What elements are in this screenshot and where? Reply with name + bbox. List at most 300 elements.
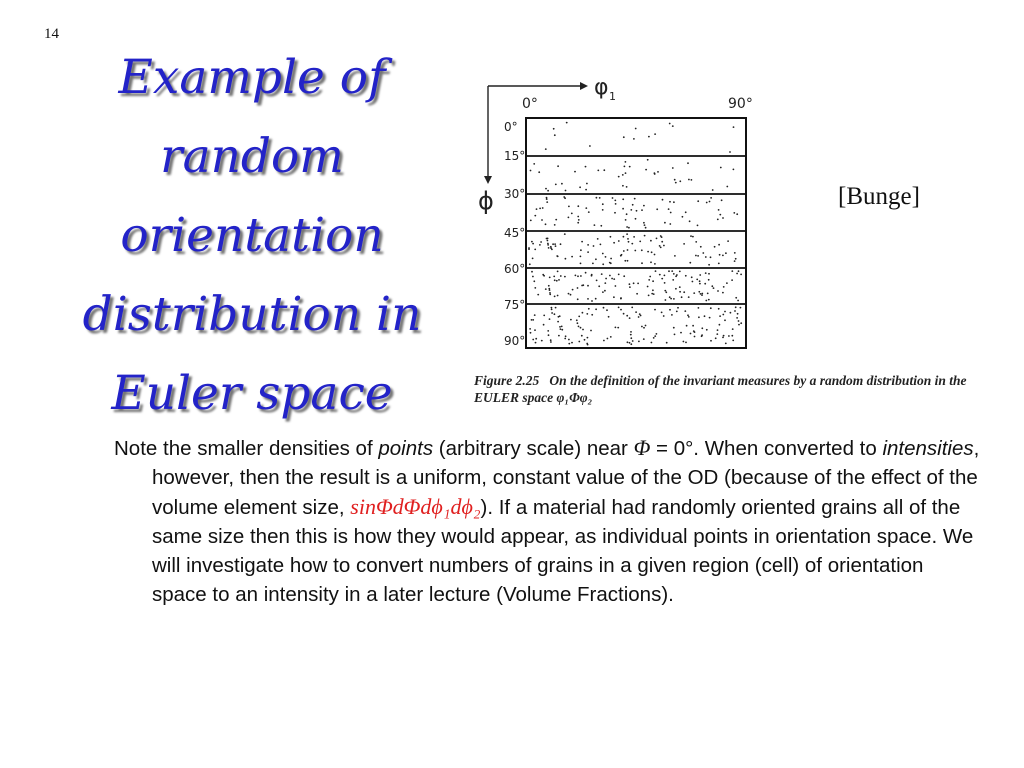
orientation-point xyxy=(561,183,563,185)
orientation-point xyxy=(659,245,661,247)
orientation-point xyxy=(653,337,655,339)
orientation-point xyxy=(565,335,567,337)
title-line: random xyxy=(160,129,344,184)
orientation-point xyxy=(734,260,736,262)
orientation-point xyxy=(630,337,632,339)
orientation-point xyxy=(565,258,567,260)
orientation-point xyxy=(731,335,733,337)
orientation-point xyxy=(536,208,538,210)
orientation-point xyxy=(545,223,547,225)
orientation-point xyxy=(643,222,645,224)
orientation-point xyxy=(531,319,533,321)
orientation-point xyxy=(645,325,647,327)
orientation-point xyxy=(724,319,726,321)
orientation-point xyxy=(591,314,593,316)
orientation-point xyxy=(712,189,714,191)
orientation-point xyxy=(706,329,708,331)
orientation-point xyxy=(688,179,690,181)
orientation-point xyxy=(718,308,720,310)
orientation-point xyxy=(669,309,671,311)
orientation-point xyxy=(534,329,536,331)
orientation-point xyxy=(595,258,597,260)
citation: [Bunge] xyxy=(838,183,920,210)
orientation-point xyxy=(663,245,665,247)
y-tick-label: 75° xyxy=(504,298,526,312)
orientation-point xyxy=(580,256,582,258)
orientation-point xyxy=(571,256,573,258)
orientation-point xyxy=(564,276,566,278)
orientation-point xyxy=(685,342,687,344)
orientation-point xyxy=(629,166,631,168)
orientation-point xyxy=(627,238,629,240)
orientation-point xyxy=(697,225,699,227)
orientation-point xyxy=(549,294,551,296)
orientation-point xyxy=(604,282,606,284)
orientation-point xyxy=(670,298,672,300)
orientation-point xyxy=(609,262,611,264)
orientation-point xyxy=(736,273,738,275)
orientation-point xyxy=(577,322,579,324)
orientation-point xyxy=(577,205,579,207)
orientation-point xyxy=(591,275,593,277)
orientation-point xyxy=(546,238,548,240)
orientation-point xyxy=(732,328,734,330)
orientation-point xyxy=(676,274,678,276)
orientation-point xyxy=(603,307,605,309)
orientation-point xyxy=(625,219,627,221)
orientation-point xyxy=(664,222,666,224)
orientation-point xyxy=(571,342,573,344)
axis-x-label: φ xyxy=(594,75,609,100)
orientation-point xyxy=(540,241,542,243)
orientation-point xyxy=(686,325,688,327)
orientation-point xyxy=(625,172,627,174)
orientation-point xyxy=(543,315,545,317)
orientation-point xyxy=(568,217,570,219)
orientation-point xyxy=(589,145,591,147)
orientation-point xyxy=(635,218,637,220)
orientation-point xyxy=(718,209,720,211)
orientation-point xyxy=(724,311,726,313)
title-line: distribution in xyxy=(82,287,422,342)
orientation-point xyxy=(558,279,560,281)
orientation-point xyxy=(592,263,594,265)
orientation-point xyxy=(547,190,549,192)
orientation-point xyxy=(605,278,607,280)
body-text-segment: , however, then the result is a uniform, constant value of the OD (because of the effect of the volume element size, xyxy=(152,437,980,519)
body-text-segment: = 0°. When converted to xyxy=(650,437,883,460)
orientation-point xyxy=(537,294,539,296)
orientation-point xyxy=(726,282,728,284)
orientation-point xyxy=(688,316,690,318)
orientation-point xyxy=(641,249,643,251)
orientation-point xyxy=(717,219,719,221)
orientation-point xyxy=(624,166,626,168)
orientation-point xyxy=(719,214,721,216)
orientation-point xyxy=(617,327,619,329)
y-tick-label: 60° xyxy=(504,262,526,276)
orientation-point xyxy=(683,291,685,293)
orientation-point xyxy=(530,170,532,172)
orientation-point xyxy=(670,212,672,214)
orientation-point xyxy=(705,272,707,274)
orientation-point xyxy=(701,327,703,329)
orientation-point xyxy=(554,224,556,226)
orientation-point xyxy=(545,148,547,150)
orientation-point xyxy=(690,333,692,335)
orientation-point xyxy=(682,216,684,218)
orientation-point xyxy=(580,327,582,329)
orientation-point xyxy=(635,128,637,130)
orientation-point xyxy=(687,314,689,316)
orientation-point xyxy=(628,227,630,229)
orientation-point xyxy=(620,298,622,300)
orientation-point xyxy=(738,320,740,322)
orientation-point xyxy=(568,293,570,295)
orientation-point xyxy=(660,235,662,237)
orientation-point xyxy=(721,199,723,201)
orientation-point xyxy=(602,253,604,255)
orientation-point xyxy=(685,275,687,277)
orientation-point xyxy=(735,297,737,299)
body-text-segment: Note the smaller densities of xyxy=(114,437,379,460)
orientation-point xyxy=(626,226,628,228)
orientation-point xyxy=(722,217,724,219)
orientation-point xyxy=(688,296,690,298)
orientation-point xyxy=(548,247,550,249)
orientation-point xyxy=(598,285,600,287)
orientation-point xyxy=(620,309,622,311)
orientation-point xyxy=(705,300,707,302)
orientation-point xyxy=(615,285,617,287)
orientation-point xyxy=(648,136,650,138)
orientation-point xyxy=(632,204,634,206)
orientation-point xyxy=(732,340,734,342)
orientation-point xyxy=(643,327,645,329)
orientation-point xyxy=(625,161,627,163)
y-tick-label: 0° xyxy=(504,120,518,134)
orientation-point xyxy=(532,258,534,260)
orientation-point xyxy=(651,342,653,344)
orientation-point xyxy=(582,329,584,331)
orientation-point xyxy=(652,289,654,291)
orientation-point xyxy=(713,287,715,289)
orientation-point xyxy=(566,122,568,124)
orientation-point xyxy=(691,276,693,278)
orientation-point xyxy=(652,280,654,282)
orientation-point xyxy=(628,241,630,243)
orientation-point xyxy=(706,202,708,204)
orientation-point xyxy=(585,166,587,168)
orientation-point xyxy=(533,163,535,165)
orientation-point xyxy=(705,256,707,258)
orientation-point xyxy=(677,307,679,309)
orientation-point xyxy=(590,330,592,332)
orientation-point xyxy=(719,315,721,317)
orientation-point xyxy=(680,332,682,334)
orientation-point xyxy=(553,276,555,278)
orientation-point xyxy=(715,337,717,339)
orientation-point xyxy=(535,338,537,340)
orientation-point xyxy=(656,333,658,335)
orientation-point xyxy=(699,274,701,276)
orientation-point xyxy=(710,340,712,342)
orientation-point xyxy=(568,206,570,208)
orientation-point xyxy=(578,326,580,328)
orientation-point xyxy=(669,201,671,203)
orientation-point xyxy=(639,241,641,243)
orientation-point xyxy=(631,307,633,309)
orientation-point xyxy=(627,341,629,343)
orientation-point xyxy=(661,278,663,280)
orientation-point xyxy=(650,240,652,242)
orientation-point xyxy=(683,243,685,245)
orientation-point xyxy=(665,299,667,301)
y-tick-label: 90° xyxy=(504,334,526,348)
orientation-point xyxy=(631,243,633,245)
orientation-point xyxy=(577,275,579,277)
orientation-point xyxy=(542,274,544,276)
orientation-point xyxy=(561,329,563,331)
orientation-point xyxy=(532,276,534,278)
orientation-point xyxy=(556,280,558,282)
orientation-point xyxy=(615,327,617,329)
orientation-point xyxy=(722,292,724,294)
orientation-point xyxy=(606,309,608,311)
orientation-point xyxy=(685,211,687,213)
euler-space-figure xyxy=(470,64,770,374)
orientation-point xyxy=(603,169,605,171)
orientation-point xyxy=(623,313,625,315)
orientation-point xyxy=(600,244,602,246)
orientation-point xyxy=(604,290,606,292)
orientation-point xyxy=(645,227,647,229)
orientation-point xyxy=(534,215,536,217)
orientation-point xyxy=(549,318,551,320)
orientation-point xyxy=(709,317,711,319)
orientation-point xyxy=(580,275,582,277)
orientation-point xyxy=(634,198,636,200)
orientation-point xyxy=(553,128,555,130)
orientation-point xyxy=(731,270,733,272)
orientation-point xyxy=(643,338,645,340)
orientation-point xyxy=(740,322,742,324)
orientation-point xyxy=(529,328,531,330)
orientation-point xyxy=(673,327,675,329)
orientation-point xyxy=(534,249,536,251)
orientation-point xyxy=(708,273,710,275)
orientation-point xyxy=(593,245,595,247)
orientation-point xyxy=(555,245,557,247)
orientation-point xyxy=(610,336,612,338)
orientation-point xyxy=(581,335,583,337)
orientation-point xyxy=(679,286,681,288)
orientation-point xyxy=(555,307,557,309)
orientation-point xyxy=(740,307,742,309)
orientation-point xyxy=(613,242,615,244)
orientation-point xyxy=(530,220,532,222)
orientation-point xyxy=(672,167,674,169)
orientation-point xyxy=(731,279,733,281)
orientation-point xyxy=(633,236,635,238)
orientation-point xyxy=(570,319,572,321)
orientation-point xyxy=(676,311,678,313)
orientation-point xyxy=(587,285,589,287)
orientation-point xyxy=(546,198,548,200)
orientation-point xyxy=(690,235,692,237)
orientation-point xyxy=(630,334,632,336)
orientation-point xyxy=(651,251,653,253)
orientation-point xyxy=(564,338,566,340)
orientation-point xyxy=(718,263,720,265)
orientation-point xyxy=(629,342,631,344)
orientation-point xyxy=(588,308,590,310)
orientation-point xyxy=(710,197,712,199)
orientation-point xyxy=(736,213,738,215)
orientation-point xyxy=(602,209,604,211)
orientation-point xyxy=(740,274,742,276)
orientation-point xyxy=(555,184,557,186)
orientation-point xyxy=(734,252,736,254)
orientation-point xyxy=(554,243,556,245)
orientation-point xyxy=(668,270,670,272)
orientation-point xyxy=(684,310,686,312)
orientation-point xyxy=(626,186,628,188)
orientation-point xyxy=(737,300,739,302)
orientation-point xyxy=(654,263,656,265)
orientation-point xyxy=(698,316,700,318)
orientation-point xyxy=(542,207,544,209)
orientation-point xyxy=(647,251,649,253)
orientation-point xyxy=(550,247,552,249)
orientation-point xyxy=(647,159,649,161)
orientation-point xyxy=(596,197,598,199)
orientation-point xyxy=(551,309,553,311)
orientation-point xyxy=(630,331,632,333)
orientation-point xyxy=(624,260,626,262)
points-emphasis: points xyxy=(378,437,434,460)
orientation-point xyxy=(622,198,624,200)
orientation-point xyxy=(630,209,632,211)
orientation-point xyxy=(622,185,624,187)
title-line: orientation xyxy=(120,208,384,263)
orientation-point xyxy=(738,324,740,326)
orientation-point xyxy=(529,263,531,265)
orientation-point xyxy=(633,282,635,284)
orientation-point xyxy=(577,216,579,218)
orientation-point xyxy=(679,271,681,273)
orientation-point xyxy=(633,138,635,140)
orientation-point xyxy=(641,209,643,211)
orientation-point xyxy=(725,343,727,345)
orientation-point xyxy=(673,201,675,203)
orientation-point xyxy=(729,151,731,153)
orientation-point xyxy=(675,288,677,290)
orientation-point xyxy=(695,241,697,243)
orientation-point xyxy=(636,293,638,295)
orientation-point xyxy=(659,274,661,276)
orientation-point xyxy=(719,324,721,326)
orientation-point xyxy=(664,290,666,292)
orientation-point xyxy=(564,233,566,235)
orientation-point xyxy=(528,247,530,249)
y-tick-label: 30° xyxy=(504,187,526,201)
orientation-point xyxy=(535,342,537,344)
orientation-point xyxy=(723,286,725,288)
orientation-point xyxy=(543,324,545,326)
phi-symbol: Φ xyxy=(633,435,651,460)
orientation-point xyxy=(714,246,716,248)
orientation-point xyxy=(586,313,588,315)
orientation-point xyxy=(630,343,632,345)
orientation-point xyxy=(587,251,589,253)
intensities-emphasis: intensities xyxy=(882,437,974,460)
orientation-point xyxy=(605,256,607,258)
orientation-point xyxy=(601,273,603,275)
orientation-point xyxy=(539,208,541,210)
orientation-point xyxy=(704,283,706,285)
orientation-point xyxy=(735,306,737,308)
orientation-point xyxy=(587,244,589,246)
orientation-point xyxy=(654,133,656,135)
orientation-point xyxy=(547,244,549,246)
orientation-point xyxy=(708,299,710,301)
orientation-point xyxy=(663,315,665,317)
orientation-point xyxy=(654,335,656,337)
orientation-point xyxy=(600,225,602,227)
orientation-point xyxy=(603,340,605,342)
orientation-point xyxy=(576,319,578,321)
orientation-point xyxy=(644,235,646,237)
orientation-point xyxy=(733,169,735,171)
orientation-point xyxy=(575,275,577,277)
orientation-point xyxy=(660,247,662,249)
y-tick-label: 45° xyxy=(504,226,526,240)
orientation-point xyxy=(638,341,640,343)
orientation-point xyxy=(672,125,674,127)
orientation-point xyxy=(674,334,676,336)
orientation-point xyxy=(534,314,536,316)
orientation-point xyxy=(709,201,711,203)
orientation-point xyxy=(692,281,694,283)
orientation-point xyxy=(639,313,641,315)
orientation-point xyxy=(717,329,719,331)
orientation-point xyxy=(531,241,533,243)
orientation-point xyxy=(623,136,625,138)
orientation-point xyxy=(661,312,663,314)
orientation-point xyxy=(710,307,712,309)
orientation-point xyxy=(623,250,625,252)
orientation-point xyxy=(597,170,599,172)
orientation-point xyxy=(702,252,704,254)
orientation-point xyxy=(585,207,587,209)
orientation-point xyxy=(657,171,659,173)
orientation-point xyxy=(699,283,701,285)
orientation-point xyxy=(557,321,559,323)
orientation-point xyxy=(611,278,613,280)
orientation-point xyxy=(560,275,562,277)
orientation-point xyxy=(708,279,710,281)
orientation-point xyxy=(666,342,668,344)
orientation-point xyxy=(662,199,664,201)
orientation-point xyxy=(571,213,573,215)
orientation-point xyxy=(733,212,735,214)
orientation-point xyxy=(722,255,724,257)
orientation-point xyxy=(730,312,732,314)
orientation-point xyxy=(701,293,703,295)
orientation-point xyxy=(591,300,593,302)
body-paragraph xyxy=(114,433,982,609)
